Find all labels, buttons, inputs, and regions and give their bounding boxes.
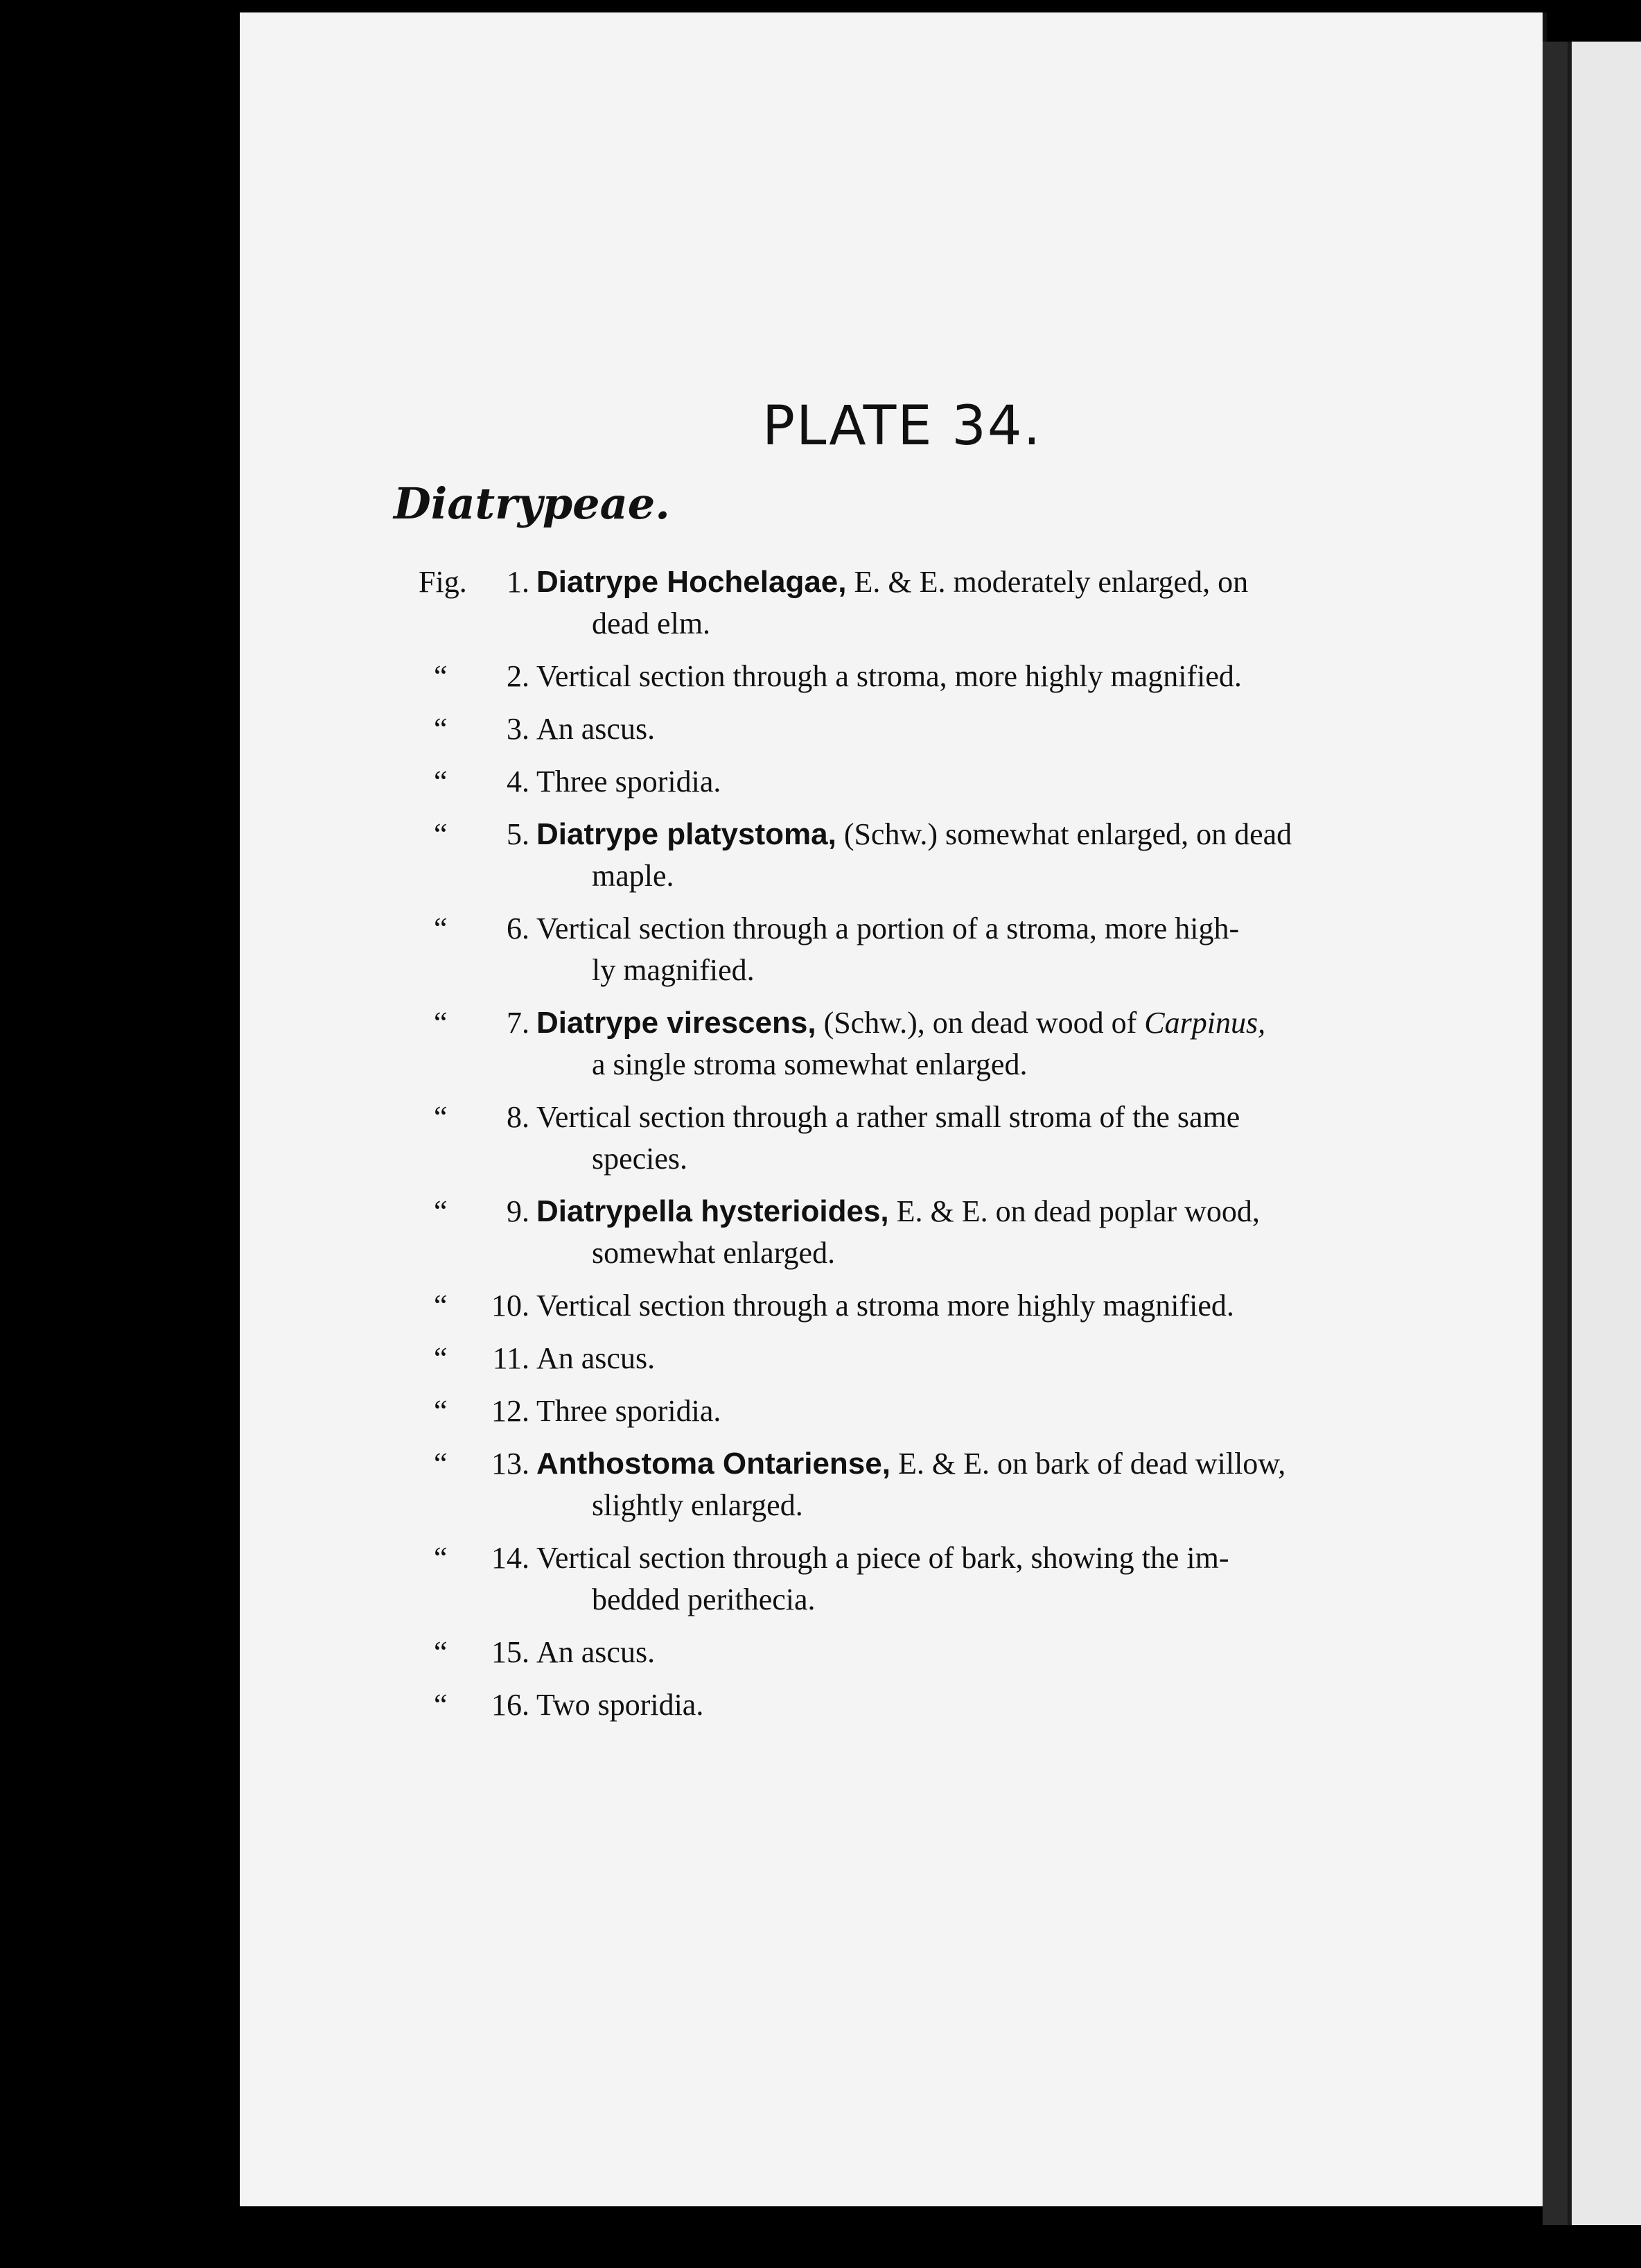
figure-marker [419,908,529,950]
figure-prefix: “ [434,911,448,945]
figure-entry [419,1002,1410,1085]
figure-marker [419,1632,529,1673]
figure-entry [419,1632,1410,1673]
figure-description [536,1684,1410,1726]
species-name: Diatrype platystoma, [536,817,836,851]
figure-prefix: “ [434,1100,448,1134]
figure-entry [419,1443,1410,1526]
figure-marker [419,1191,529,1232]
figure-text-continued: slightly enlarged. [592,1488,803,1522]
figure-number: 16. [491,1688,529,1722]
figure-text: An ascus. [536,1635,656,1669]
page-gutter [1543,42,1568,2225]
figure-prefix: Fig. [419,565,467,599]
plate-title: PLATE 34. [762,395,1042,457]
figure-description [536,1338,1410,1379]
figure-number: 4. [507,765,529,799]
figure-description [536,561,1410,603]
figure-text: Vertical section through a rather small stroma of the same [536,1100,1240,1134]
figure-text: An ascus. [536,1341,656,1375]
figure-number: 3. [507,712,529,746]
figure-description [536,1097,1410,1138]
figure-text: Vertical section through a piece of bark, showing the im- [536,1541,1229,1575]
figure-description [536,708,1410,750]
figure-text: Vertical section through a stroma more highly magnified. [536,1289,1234,1323]
figure-number: 7. [507,1006,529,1040]
figure-prefix: “ [434,1447,448,1481]
figure-text-continued: species. [592,1142,688,1176]
figure-text: (Schw.), on dead wood of [816,1006,1145,1040]
figure-entry [419,814,1410,897]
figure-text-continued: maple. [592,859,674,893]
species-name: Diatrype virescens, [536,1006,816,1040]
figure-description [536,761,1410,803]
figure-text-continued: dead elm. [592,607,711,640]
section-heading: Diatrypeae. [394,478,670,529]
figure-entry [419,1097,1410,1180]
figure-entry [419,908,1410,991]
figure-text-continued: a single stroma somewhat enlarged. [592,1047,1028,1081]
figure-entry [419,1338,1410,1379]
figure-entry [419,1684,1410,1726]
species-name: Diatrypella hysterioides, [536,1194,889,1228]
figure-text: Three sporidia. [536,765,721,799]
figure-marker [419,1684,529,1726]
figure-prefix: “ [434,1541,448,1575]
figure-marker [419,1002,529,1044]
figure-entry [419,708,1410,750]
figure-prefix: “ [434,712,448,746]
figure-text-continued: ly magnified. [592,953,755,987]
figure-text: Three sporidia. [536,1394,721,1428]
figure-marker [419,656,529,697]
figure-entry [419,656,1410,697]
figure-prefix: “ [434,1394,448,1428]
figure-text: E. & E. on bark of dead willow, [890,1447,1286,1481]
figure-number: 6. [507,911,529,945]
figure-text: Two sporidia. [536,1688,704,1722]
figure-marker [419,761,529,803]
figure-description [536,814,1410,855]
figure-text-continued: somewhat enlarged. [592,1236,836,1270]
figure-number: 8. [507,1100,529,1134]
figure-description [536,1002,1410,1044]
species-name: Anthostoma Ontariense, [536,1447,890,1481]
figure-prefix: “ [434,1341,448,1375]
genus-name: Carpinus, [1144,1006,1266,1040]
figure-number: 12. [491,1394,529,1428]
figure-description [536,1632,1410,1673]
figure-number: 14. [491,1541,529,1575]
figure-text-continued: bedded perithecia. [592,1582,816,1616]
figure-number: 2. [507,659,529,693]
figure-entry [419,1537,1410,1621]
figure-marker [419,814,529,855]
figure-prefix: “ [434,1635,448,1669]
figure-entry [419,1390,1410,1432]
figure-description [536,656,1410,697]
figure-marker [419,1285,529,1327]
figure-prefix: “ [434,1688,448,1722]
figure-prefix: “ [434,1289,448,1323]
figure-text: Vertical section through a portion of a stroma, more high- [536,911,1240,945]
figure-marker [419,1443,529,1485]
figure-marker [419,708,529,750]
figure-number: 1. [507,565,529,599]
figure-number: 13. [491,1447,529,1481]
figure-text: E. & E. moderately enlarged, on [846,565,1249,599]
figure-marker [419,1390,529,1432]
figure-entry [419,1191,1410,1274]
species-name: Diatrype Hochelagae, [536,565,847,599]
figure-number: 10. [491,1289,529,1323]
figure-text: (Schw.) somewhat enlarged, on dead [836,817,1292,851]
figure-prefix: “ [434,1006,448,1040]
figure-number: 11. [492,1341,529,1375]
figure-text: Vertical section through a stroma, more highly magnified. [536,659,1242,693]
figure-description [536,1285,1410,1327]
figure-marker [419,561,529,603]
figure-prefix: “ [434,659,448,693]
figure-prefix: “ [434,765,448,799]
figure-entry [419,761,1410,803]
figure-marker [419,1338,529,1379]
figure-marker [419,1097,529,1138]
figure-description [536,1390,1410,1432]
figure-text: E. & E. on dead poplar wood, [888,1194,1260,1228]
figure-description [536,1537,1410,1579]
figure-description [536,1191,1410,1232]
facing-page-edge [1568,42,1641,2225]
figure-entry [419,561,1410,645]
figure-marker [419,1537,529,1579]
figure-prefix: “ [434,1194,448,1228]
figure-prefix: “ [434,817,448,851]
figure-description [536,1443,1410,1485]
figure-entry [419,1285,1410,1327]
figure-text: An ascus. [536,712,656,746]
figure-number: 5. [507,817,529,851]
figure-number: 9. [507,1194,529,1228]
figure-list [419,561,1410,1737]
figure-number: 15. [491,1635,529,1669]
figure-description [536,908,1410,950]
